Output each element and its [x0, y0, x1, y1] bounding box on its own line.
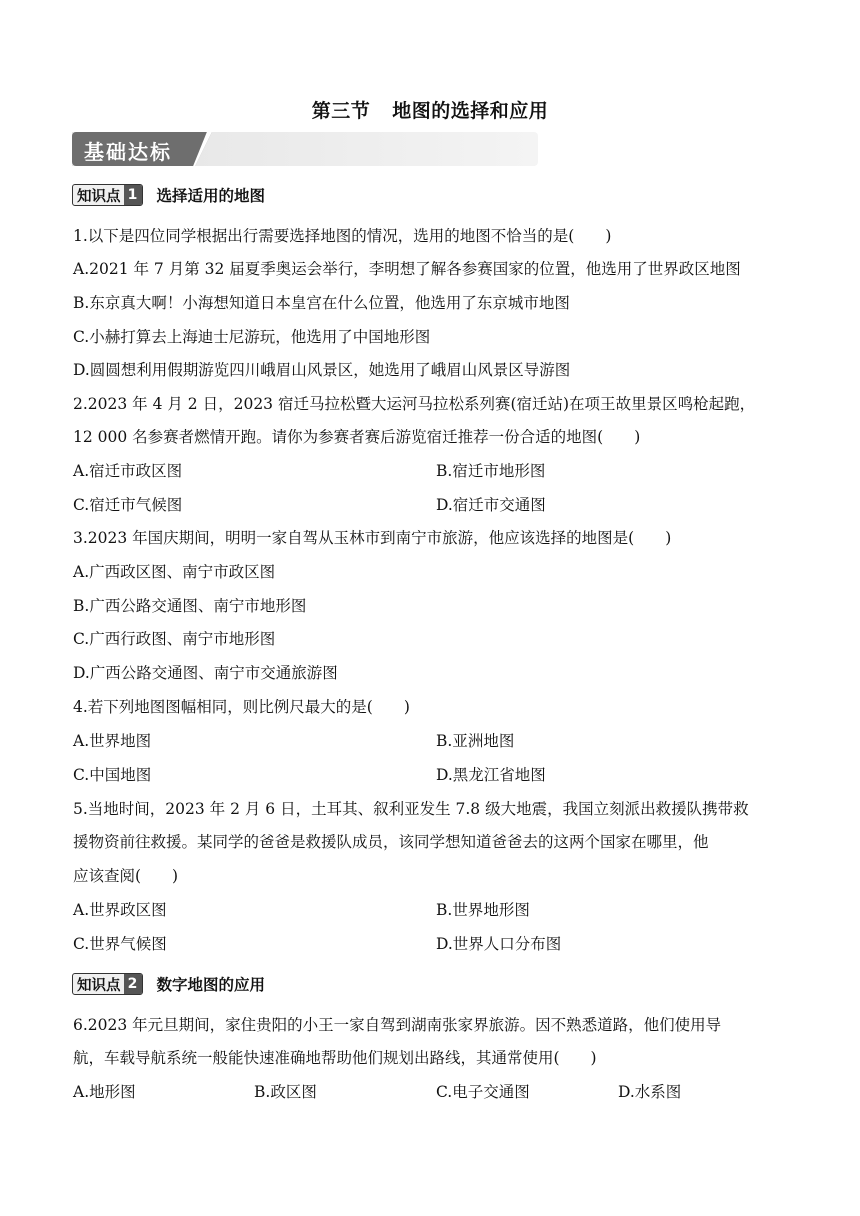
question-5-option-c: C.世界气候图 [73, 935, 167, 953]
knowledge-point-title: 数字地图的应用 [156, 976, 266, 994]
banner-label: 基础达标 [84, 140, 172, 164]
question-5-stem-line-2: 援物资前往救援。某同学的爸爸是救援队成员，该同学想知道爸爸去的这两个国家在哪里，他 [73, 833, 709, 851]
knowledge-point-label: 知识点 [77, 977, 121, 994]
question-1-option-c: C.小赫打算去上海迪士尼游玩，他选用了中国地形图 [73, 328, 431, 346]
question-6-option-a: A.地形图 [73, 1083, 136, 1101]
question-3-option-d: D.广西公路交通图、南宁市交通旅游图 [73, 664, 338, 682]
question-2-option-c: C.宿迁市气候图 [73, 496, 183, 514]
question-5-option-d: D.世界人口分布图 [436, 935, 562, 953]
section-banner [72, 132, 538, 166]
page-title [0, 96, 860, 123]
question-6-stem-line-2: 航，车载导航系统一般能快速准确地帮助他们规划出路线，其通常使用( ) [73, 1049, 597, 1067]
question-2-option-b: B.宿迁市地形图 [436, 462, 546, 480]
knowledge-point-2 [72, 973, 265, 995]
knowledge-point-number: 1 [124, 185, 142, 205]
question-2-stem-line-1: 2.2023 年 4 月 2 日，2023 宿迁马拉松暨大运河马拉松系列赛(宿迁站)在项王故里景区鸣枪起跑， [73, 395, 756, 413]
question-5-stem-line-3: 应该查阅( ) [73, 867, 179, 885]
question-3-option-c: C.广西行政图、南宁市地形图 [73, 630, 276, 648]
question-1-option-a: A.2021 年 7 月第 32 届夏季奥运会举行，李明想了解各参赛国家的位置，他选用了世界政区地图 [73, 260, 741, 278]
question-3-option-b: B.广西公路交通图、南宁市地形图 [73, 597, 307, 615]
question-2-stem-line-2: 12 000 名参赛者燃情开跑。请你为参赛者赛后游览宿迁推荐一份合适的地图( ) [73, 428, 641, 446]
question-1-option-b: B.东京真大啊！小海想知道日本皇宫在什么位置，他选用了东京城市地图 [73, 294, 570, 312]
knowledge-point-label: 知识点 [77, 188, 121, 205]
question-6-option-d: D.水系图 [618, 1083, 682, 1101]
question-4-option-b: B.亚洲地图 [436, 732, 515, 750]
knowledge-point-badge [72, 973, 143, 995]
question-4-option-c: C.中国地图 [73, 766, 152, 784]
question-2-option-a: A.宿迁市政区图 [73, 462, 183, 480]
question-6-option-b: B.政区图 [254, 1083, 317, 1101]
knowledge-point-title: 选择适用的地图 [156, 187, 266, 205]
question-5-option-a: A.世界政区图 [73, 901, 167, 919]
question-1-option-d: D.圆圆想利用假期游览四川峨眉山风景区，她选用了峨眉山风景区导游图 [73, 361, 571, 379]
knowledge-point-number: 2 [124, 974, 142, 994]
question-3-stem: 3.2023 年国庆期间，明明一家自驾从玉林市到南宁市旅游，他应该选择的地图是( ) [73, 529, 672, 547]
question-4-option-d: D.黑龙江省地图 [436, 766, 546, 784]
knowledge-point-1 [72, 184, 265, 206]
question-6-option-c: C.电子交通图 [436, 1083, 530, 1101]
knowledge-point-badge [72, 184, 143, 206]
question-3-option-a: A.广西政区图、南宁市政区图 [73, 563, 276, 581]
section-title: 地图的选择和应用 [392, 100, 549, 122]
question-4-stem: 4.若下列地图图幅相同，则比例尺最大的是( ) [73, 698, 410, 716]
section-number: 第三节 [311, 100, 371, 122]
question-2-option-d: D.宿迁市交通图 [436, 496, 546, 514]
question-1-stem: 1.以下是四位同学根据出行需要选择地图的情况，选用的地图不恰当的是( ) [73, 227, 612, 245]
question-4-option-a: A.世界地图 [73, 732, 152, 750]
question-5-stem-line-1: 5.当地时间，2023 年 2 月 6 日，土耳其、叙利亚发生 7.8 级大地震，我国立刻派出救援队携带救 [73, 800, 749, 818]
question-6-stem-line-1: 6.2023 年元旦期间，家住贵阳的小王一家自驾到湖南张家界旅游。因不熟悉道路，他们使用导 [73, 1016, 722, 1034]
question-5-option-b: B.世界地形图 [436, 901, 530, 919]
